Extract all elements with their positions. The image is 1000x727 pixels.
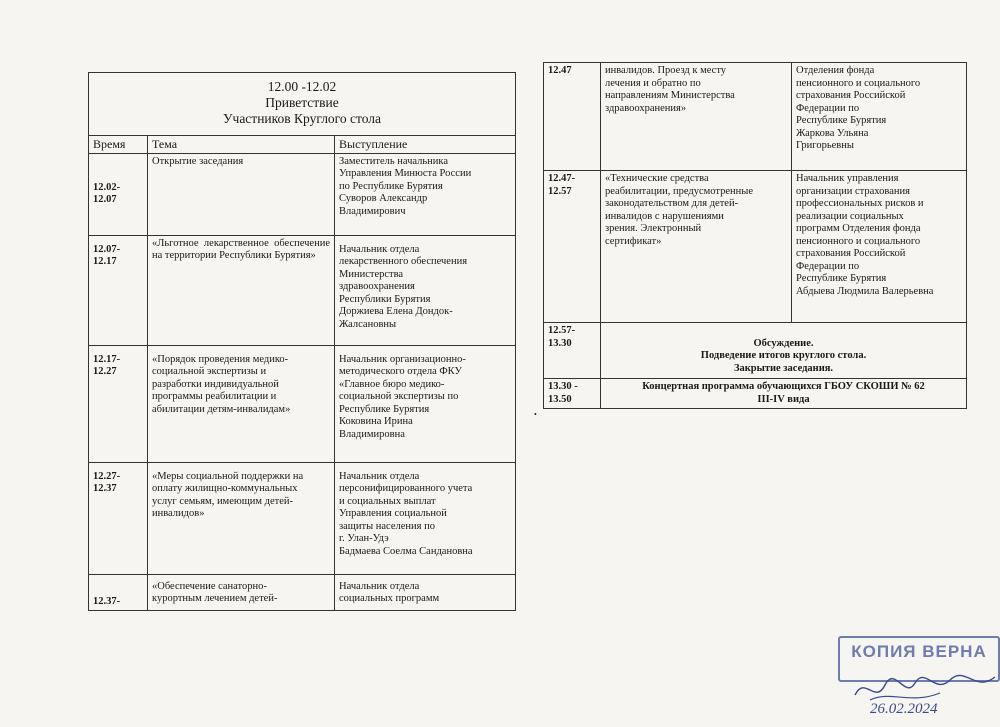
table-row <box>544 171 967 323</box>
table-row <box>89 153 516 235</box>
row-topic: Открытие заседания <box>148 153 335 235</box>
table-row <box>89 574 516 610</box>
row-time: 12.17- 12.27 <box>89 345 148 462</box>
row-time: 12.47 <box>544 63 601 171</box>
discussion-row <box>544 323 967 379</box>
row-time: 12.37- <box>89 574 148 610</box>
row-speaker: Начальник управления организации страхования профессиональных рисков и реализации социальных программ Отделения фонда пенсионного и социального страхования Российской Федерации по Республике Бурятия Абдыева Людмила Валерьевна <box>792 171 967 323</box>
row-topic: «Порядок проведения медико- социальной экспертизы и разработки индивидуальной программы реабилитации и абилитации детям-инвалидам» <box>148 345 335 462</box>
col-topic: Тема <box>148 136 335 154</box>
header-title: Приветствие <box>265 95 339 110</box>
col-speaker: Выступление <box>335 136 516 154</box>
header-subtitle: Участников Круглого стола <box>222 111 382 126</box>
row-speaker: Начальник отдела лекарственного обеспечения Министерства здравоохранения Республики Бурятия Доржиева Елена Дондок- Жалсановны <box>335 235 516 345</box>
schedule-table-right <box>543 62 967 409</box>
concert-row <box>544 379 967 409</box>
row-speaker: Начальник организационно- методического отдела ФКУ «Главное бюро медико- социальной экспертизы по Республике Бурятия Коковина Ирина Владимировна <box>335 345 516 462</box>
header-time: 12.00 -12.02 <box>267 79 337 94</box>
table-row <box>544 63 967 171</box>
col-time: Время <box>89 136 148 154</box>
stray-mark: • <box>534 410 537 419</box>
concert-text: Концертная программа обучающихся ГБОУ СКОШИ № 62 III-IV вида <box>601 379 967 409</box>
row-topic: инвалидов. Проезд к месту лечения и обратно по направлениям Министерства здравоохранения» <box>601 63 792 171</box>
schedule-table-left <box>88 72 516 611</box>
row-speaker: Начальник отдела персонифицированного учета и социальных выплат Управления социальной защиты населения по г. Улан-Удэ Бадмаева Соелма Сандановна <box>335 462 516 574</box>
row-time: 13.30 - 13.50 <box>544 379 601 409</box>
row-time: 12.57- 13.30 <box>544 323 601 379</box>
row-time: 12.07- 12.17 <box>89 235 148 345</box>
signature <box>850 655 1000 715</box>
row-time: 12.47- 12.57 <box>544 171 601 323</box>
row-time: 12.02- 12.07 <box>89 153 148 235</box>
stamp-title: КОПИЯ ВЕРНА <box>851 642 987 661</box>
opening-header <box>89 73 516 136</box>
row-speaker: Заместитель начальника Управления Минюста России по Республике Бурятия Суворов Александр Владимирович <box>335 153 516 235</box>
signature-date: 26.02.2024 <box>870 701 938 715</box>
table-row <box>89 235 516 345</box>
discussion-text: Обсуждение. Подведение итогов круглого стола. Закрытие заседания. <box>601 323 967 379</box>
table-row <box>89 345 516 462</box>
row-topic: «Обеспечение санаторно- курортным лечением детей- <box>148 574 335 610</box>
row-speaker: Начальник отдела социальных программ <box>335 574 516 610</box>
table-row <box>89 462 516 574</box>
row-speaker: Отделения фонда пенсионного и социального страхования Российской Федерации по Республике Бурятия Жаркова Ульяна Григорьевны <box>792 63 967 171</box>
row-time: 12.27- 12.37 <box>89 462 148 574</box>
row-topic: «Технические средства реабилитации, предусмотренные законодательством для детей- инвалидов с нарушениями зрения. Электронный сертификат» <box>601 171 792 323</box>
row-topic: «Льготное лекарственное обеспечение на территории Республики Бурятия» <box>148 235 335 345</box>
row-topic: «Меры социальной поддержки на оплату жилищно-коммунальных услуг семьям, имеющим детей- инвалидов» <box>148 462 335 574</box>
